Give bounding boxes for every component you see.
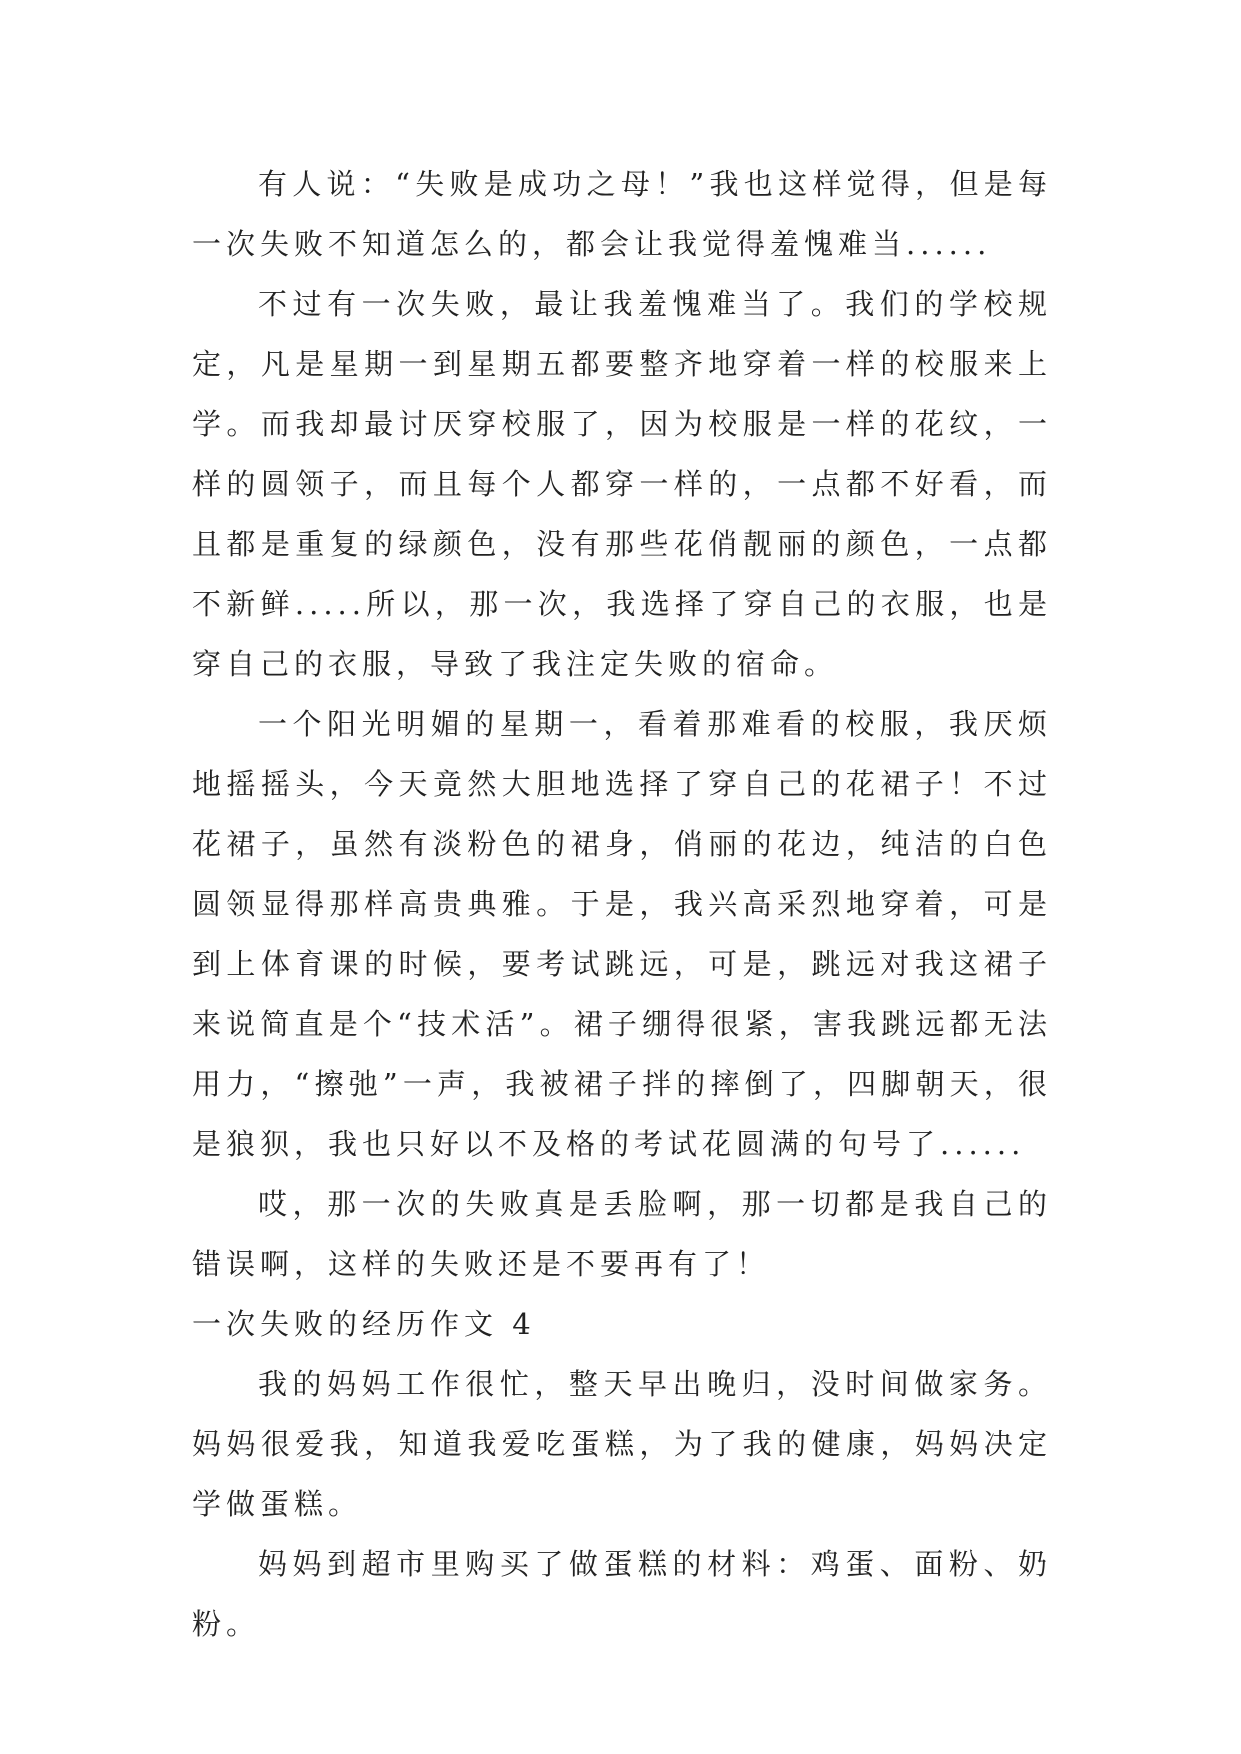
paragraph: 哎，那一次的失败真是丢脸啊，那一切都是我自己的错误啊，这样的失败还是不要再有了！ (192, 1187, 1052, 1281)
paragraph: 有人说：“失败是成功之母！”我也这样觉得，但是每一次失败不知道怎么的，都会让我觉得羞愧难当...... (192, 167, 1052, 261)
paragraph: 妈妈到超市里购买了做蛋糕的材料：鸡蛋、面粉、奶粉。 (192, 1547, 1052, 1641)
paragraph: 我的妈妈工作很忙，整天早出晚归，没时间做家务。妈妈很爱我，知道我爱吃蛋糕，为了我的健康，妈妈决定学做蛋糕。 (192, 1367, 1052, 1521)
document-body (192, 154, 1052, 1654)
paragraph: 不过有一次失败，最让我羞愧难当了。我们的学校规定，凡是星期一到星期五都要整齐地穿着一样的校服来上学。而我却最讨厌穿校服了，因为校服是一样的花纹，一样的圆领子，而且每个人都穿一样的，一点都不好看，而且都是重复的绿颜色，没有那些花俏靓丽的颜色，一点都不新鲜.....所以，那一次，我选择了穿自己的衣服，也是穿自己的衣服，导致了我注定失败的宿命。 (192, 287, 1052, 681)
paragraph: 一个阳光明媚的星期一，看着那难看的校服，我厌烦地摇摇头，今天竟然大胆地选择了穿自己的花裙子！不过花裙子，虽然有淡粉色的裙身，俏丽的花边，纯洁的白色圆领显得那样高贵典雅。于是，我兴高采烈地穿着，可是到上体育课的时候，要考试跳远，可是，跳远对我这裙子来说简直是个“技术活”。裙子绷得很紧，害我跳远都无法用力，“擦弛”一声，我被裙子拌的摔倒了，四脚朝天，很是狼狈，我也只好以不及格的考试花圆满的句号了...... (192, 707, 1052, 1161)
section-heading: 一次失败的经历作文 4 (192, 1307, 536, 1341)
